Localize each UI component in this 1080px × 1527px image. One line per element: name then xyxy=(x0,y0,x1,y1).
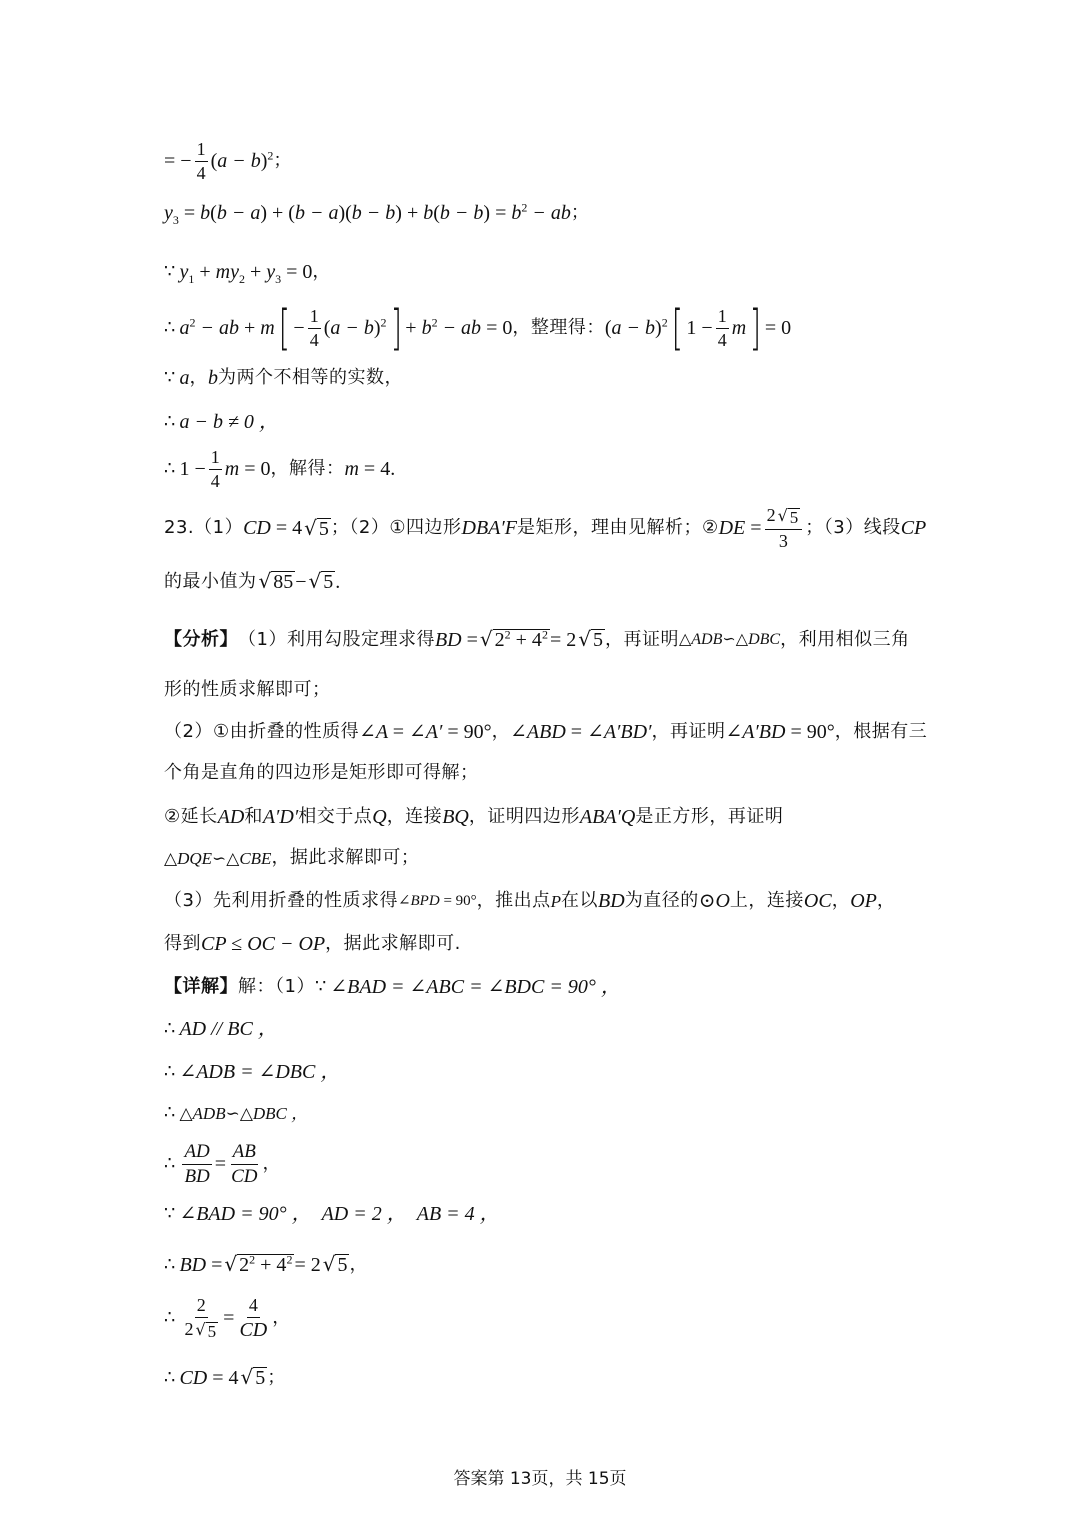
eq-line-2: $y_3 = b(b - a) + (b - a)(b - b) + b(b - b) = b^2$ − ab ； xyxy=(164,200,590,227)
because-icon: ∵ xyxy=(164,261,176,282)
section-heading: 【分析】 xyxy=(164,628,238,650)
analysis-line-8: 得到 CP ≤ OC − OP ，据此求解即可. xyxy=(164,933,461,955)
text: ，解得： xyxy=(270,458,345,480)
text: a − b ≠ 0 ， xyxy=(179,411,279,433)
text: ，利用相似三角 xyxy=(780,628,910,650)
analysis-line-2 xyxy=(164,681,331,699)
detail-line-9: ∴ CD = 4 √ 5 ； xyxy=(164,1365,286,1389)
detail-line-6: ∵ ∠BAD = 90° ， AD = 2 ， AB = 4 ， xyxy=(164,1203,500,1225)
text: AD = 2 ， xyxy=(321,1203,407,1225)
text: ；（3）线段 xyxy=(805,517,901,539)
text: 解：（1） xyxy=(238,976,315,997)
page-footer: 答案第 13页，共 15页 xyxy=(453,1469,627,1489)
text: ∠ADB = ∠DBC ， xyxy=(179,1061,341,1083)
text: 和 xyxy=(244,806,263,827)
analysis-line-7: （3）先利用折叠的性质求得 ∠BPD = 90° ，推出点 P 在以 BD 为直径的 ⊙O 上，连接 OC ， OP ， xyxy=(164,890,896,912)
detail-line-2: ∴ AD // BC ， xyxy=(164,1018,278,1040)
text: AB = 4 ， xyxy=(416,1203,500,1225)
eq-line-3: ∵ $y_1 + my_2 + y_3 = 0$ ， xyxy=(164,261,331,286)
eq-line-6: ∴ a − b ≠ 0 ， xyxy=(164,411,279,433)
analysis-line-1: 【分析】 （1）利用勾股定理求得 BD = √ $2^2 + 4^2$ = 2 √ 5 ，再证明 △ADB∽△DBC ，利用相似三角 xyxy=(164,627,910,651)
text: ，根据有三 xyxy=(834,721,928,742)
text: 上，连接 xyxy=(729,890,804,911)
section-heading: 【详解】 xyxy=(164,976,238,997)
text: ，再证明 xyxy=(604,628,679,650)
text: 相交于点 xyxy=(298,806,373,827)
detail-line-1: 【详解】 解：（1） ∵ ∠BAD = ∠ABC = ∠BDC = 90° ， xyxy=(164,976,621,998)
text: 形的性质求解即可； xyxy=(164,679,331,700)
text: ，再证明 xyxy=(651,721,726,742)
eq-line-8: 23.（1） CD = 4 √ 5 ；（2）①四边形 DBA′F 是矩形，理由见解析；② DE = 2 √ 5 3 ；（3）线段 CP xyxy=(164,505,927,551)
detail-line-3: ∴ ∠ADB = ∠DBC ， xyxy=(164,1061,341,1083)
text: 23.（1） xyxy=(164,517,244,539)
text: 是矩形，理由见解析；② xyxy=(516,517,719,539)
fraction: $\frac{1}{4}$ xyxy=(196,139,206,183)
text: 的最小值为 xyxy=(164,570,257,592)
eq-line-1: = − $\frac{1}{4}$ $(a - b)^2$ ； xyxy=(164,139,292,183)
detail-line-4: ∴ △ADB∽△DBC ， xyxy=(164,1102,309,1123)
text: （2）①由折叠的性质得 xyxy=(164,721,360,742)
text: AD // BC ， xyxy=(179,1018,278,1040)
text: 是正方形，再证明 xyxy=(635,806,784,827)
eq-line-9: 的最小值为 √ 85 − √ 5 . xyxy=(164,569,341,593)
text: ， xyxy=(491,721,511,742)
text: ，据此求解即可； xyxy=(271,847,420,868)
text: ，证明四边形 xyxy=(468,806,580,827)
eq-line-4: ∴ $a^2$ − ab + m [ − $\frac{1}{4}$ $(a - b)^2$ ] + $b^2$ − ab = 0 ，整理得： $(a - b)^2$ [ 1 − $\frac{1}{4}$ m ] = 0 xyxy=(164,300,792,356)
text: （3）先利用折叠的性质求得 xyxy=(164,890,398,911)
text: ，连接 xyxy=(386,806,443,827)
analysis-line-6: △DQE∽△CBE ，据此求解即可； xyxy=(164,847,420,868)
text: ∠BAD = 90° ， xyxy=(179,1203,312,1225)
text: ，据此求解即可. xyxy=(325,933,461,954)
text: 为直径的 xyxy=(624,890,699,911)
detail-line-5: ∴ $\frac{AD}{BD}$ = $\frac{AB}{CD}$ ， xyxy=(164,1141,281,1187)
detail-line-8: ∴ 2 2 √ 5 = $\frac{4}{CD}$ ， xyxy=(164,1295,291,1341)
text: （1）利用勾股定理求得 xyxy=(238,628,435,650)
eq-line-7: ∴ 1 − $\frac{1}{4}$ m = 0 ，解得： m = 4 . xyxy=(164,447,396,491)
text: ；（2）①四边形 xyxy=(330,517,462,539)
text: 在以 xyxy=(561,890,599,911)
detail-line-7: ∴ BD = √ $2^2 + 4^2$ = 2 √ 5 ， xyxy=(164,1252,368,1276)
text: ，整理得： xyxy=(512,317,605,338)
analysis-line-5: ②延长 AD 和 A′D′ 相交于点 Q ，连接 BQ ，证明四边形 ABA′Q 是正方形，再证明 xyxy=(164,806,784,828)
text: ②延长 xyxy=(164,806,218,827)
analysis-line-3: （2）①由折叠的性质得 ∠A = ∠A′ = 90° ， ∠ABD = ∠A′BD′ ，再证明 ∠A′BD = 90° ，根据有三 xyxy=(164,721,928,743)
text: 得到 xyxy=(164,933,201,954)
text: ∠BAD = ∠ABC = ∠BDC = 90° ， xyxy=(330,976,621,998)
text: △ADB∽△DBC ， xyxy=(179,1103,309,1123)
text: 个角是直角的四边形是矩形即可得解； xyxy=(164,762,479,783)
text: ； xyxy=(273,150,292,172)
therefore-icon: ∴ xyxy=(164,317,176,338)
text: 为两个不相等的实数， xyxy=(217,367,403,388)
eq-line-5: ∵ a ， b 为两个不相等的实数， xyxy=(164,367,403,389)
text: ，推出点 xyxy=(476,890,551,911)
analysis-line-4 xyxy=(164,764,479,782)
